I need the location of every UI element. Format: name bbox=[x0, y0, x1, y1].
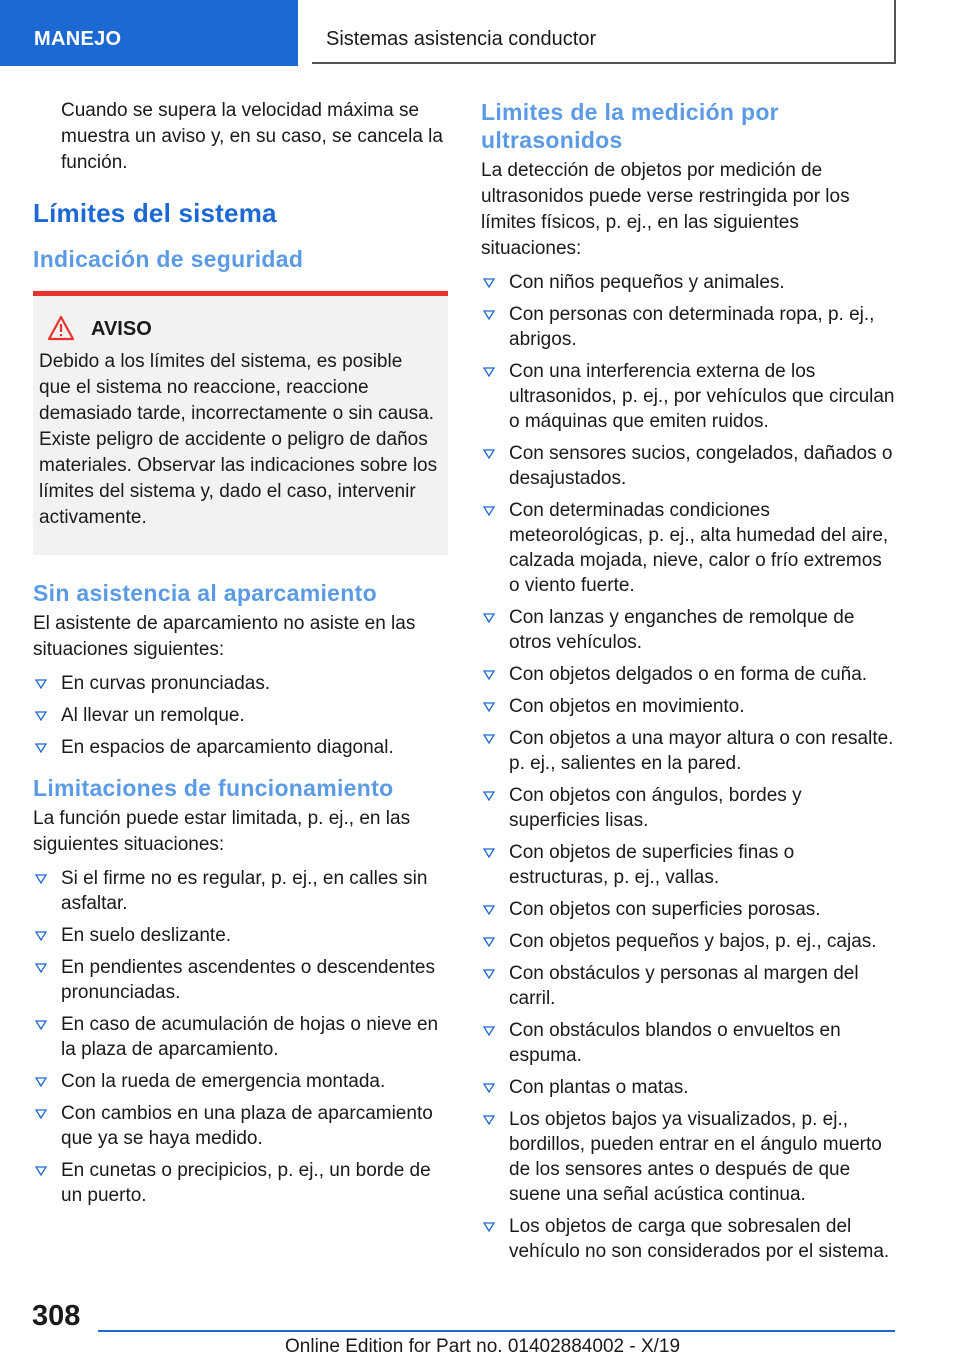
list-item: Con objetos con superficies porosas. bbox=[481, 897, 895, 922]
list-item: Con obstáculos blandos o envueltos en espuma. bbox=[481, 1018, 895, 1068]
footer-rule bbox=[98, 1330, 895, 1332]
chapter-title: Sistemas asistencia conductor bbox=[312, 0, 896, 64]
list-item: En suelo deslizante. bbox=[33, 923, 448, 948]
list-item: Con objetos con ángulos, bordes y superficies lisas. bbox=[481, 783, 895, 833]
list-item: Con objetos en movimiento. bbox=[481, 694, 895, 719]
intro-paragraph: Cuando se supera la velocidad máxima se muestra un aviso y, en su caso, se cancela la función. bbox=[61, 100, 443, 173]
list-item: En cunetas o precipicios, p. ej., un borde de un puerto. bbox=[33, 1158, 448, 1208]
triangle-bullet-icon bbox=[35, 1020, 47, 1030]
list-item: Los objetos bajos ya visualizados, p. ej., bordillos, pueden entrar en el ángulo muerto de los sensores antes o después de que suene una señal acústica continua. bbox=[481, 1107, 895, 1207]
section-tab: MANEJO bbox=[0, 0, 298, 66]
warning-triangle-icon bbox=[47, 315, 75, 341]
footer-edition: Online Edition for Part no. 01402884002 - X/19 bbox=[285, 1336, 681, 1357]
triangle-bullet-icon bbox=[35, 679, 47, 689]
list-item: Con sensores sucios, congelados, dañados o desajustados. bbox=[481, 441, 895, 491]
list-item: Con personas con determinada ropa, p. ej., abrigos. bbox=[481, 302, 895, 352]
triangle-bullet-icon bbox=[483, 278, 495, 288]
triangle-bullet-icon bbox=[483, 791, 495, 801]
list-item: En pendientes ascendentes o descendentes pronunciadas. bbox=[33, 955, 448, 1005]
triangle-bullet-icon bbox=[483, 937, 495, 947]
warning-box bbox=[33, 291, 448, 555]
list-item: Los objetos de carga que sobresalen del vehículo no son considerados por el sistema. bbox=[481, 1214, 895, 1264]
ultrasonic-list bbox=[481, 270, 895, 1264]
triangle-bullet-icon bbox=[35, 1109, 47, 1119]
no-assist-list bbox=[33, 671, 448, 760]
list-item: Con determinadas condiciones meteorológicas, p. ej., alta humedad del aire, calzada mojada, nieve, calor o frío extremos o viento fuerte. bbox=[481, 498, 895, 598]
list-item: Con obstáculos y personas al margen del carril. bbox=[481, 961, 895, 1011]
ultrasonic-title: Limites de la medición por ultrasonidos bbox=[481, 99, 779, 153]
triangle-bullet-icon bbox=[483, 702, 495, 712]
triangle-bullet-icon bbox=[483, 969, 495, 979]
warning-heading bbox=[39, 318, 438, 341]
triangle-bullet-icon bbox=[483, 367, 495, 377]
triangle-bullet-icon bbox=[35, 931, 47, 941]
triangle-bullet-icon bbox=[483, 670, 495, 680]
no-assist-title: Sin asistencia al aparcamiento bbox=[33, 580, 377, 606]
triangle-bullet-icon bbox=[483, 310, 495, 320]
triangle-bullet-icon bbox=[35, 874, 47, 884]
list-item: En caso de acumulación de hojas o nieve en la plaza de aparcamiento. bbox=[33, 1012, 448, 1062]
list-item: Con objetos pequeños y bajos, p. ej., cajas. bbox=[481, 929, 895, 954]
list-item: En espacios de aparcamiento diagonal. bbox=[33, 735, 448, 760]
page-header bbox=[0, 0, 960, 66]
warning-label: AVISO bbox=[91, 318, 152, 340]
ultrasonic-intro: La detección de objetos por medición de ultrasonidos puede verse restringida por los límites físicos, p. ej., en las siguientes situaciones: bbox=[481, 160, 850, 259]
warning-text: Debido a los límites del sistema, es posible que el sistema no reaccione, reaccione demasiado tarde, incorrectamente o sin causa. Existe peligro de accidente o peligro de daños materiales. Observar las indicaciones sobre los límites del sistema y, dado el caso, intervenir activamente. bbox=[39, 351, 438, 528]
limitations-title: Limitaciones de funcionamiento bbox=[33, 775, 394, 801]
triangle-bullet-icon bbox=[483, 1115, 495, 1125]
list-item: Con plantas o matas. bbox=[481, 1075, 895, 1100]
list-item: Con objetos de superficies finas o estructuras, p. ej., vallas. bbox=[481, 840, 895, 890]
triangle-bullet-icon bbox=[35, 1166, 47, 1176]
no-assist-intro: El asistente de aparcamiento no asiste en las situaciones siguientes: bbox=[33, 613, 416, 660]
triangle-bullet-icon bbox=[483, 613, 495, 623]
list-item: Con niños pequeños y animales. bbox=[481, 270, 895, 295]
list-item: En curvas pronunciadas. bbox=[33, 671, 448, 696]
left-column bbox=[33, 98, 448, 1222]
page-number: 308 bbox=[32, 1300, 81, 1332]
list-item: Con cambios en una plaza de aparcamiento que ya se haya medido. bbox=[33, 1101, 448, 1151]
triangle-bullet-icon bbox=[483, 848, 495, 858]
limitations-intro: La función puede estar limitada, p. ej., en las siguientes situaciones: bbox=[33, 808, 411, 855]
list-item: Si el firme no es regular, p. ej., en calles sin asfaltar. bbox=[33, 866, 448, 916]
triangle-bullet-icon bbox=[35, 743, 47, 753]
triangle-bullet-icon bbox=[483, 734, 495, 744]
list-item: Con lanzas y enganches de remolque de otros vehículos. bbox=[481, 605, 895, 655]
list-item: Al llevar un remolque. bbox=[33, 703, 448, 728]
triangle-bullet-icon bbox=[35, 711, 47, 721]
triangle-bullet-icon bbox=[483, 449, 495, 459]
triangle-bullet-icon bbox=[483, 1222, 495, 1232]
list-item: Con la rueda de emergencia montada. bbox=[33, 1069, 448, 1094]
section-title: Límites del sistema bbox=[33, 198, 277, 228]
list-item: Con objetos a una mayor altura o con resalte. p. ej., salientes en la pared. bbox=[481, 726, 895, 776]
triangle-bullet-icon bbox=[483, 506, 495, 516]
safety-title: Indicación de seguridad bbox=[33, 246, 304, 272]
triangle-bullet-icon bbox=[483, 1026, 495, 1036]
triangle-bullet-icon bbox=[35, 963, 47, 973]
right-column bbox=[481, 98, 895, 1278]
list-item: Con una interferencia externa de los ultrasonidos, p. ej., por vehículos que circulan o máquinas que emiten ruidos. bbox=[481, 359, 895, 434]
triangle-bullet-icon bbox=[35, 1077, 47, 1087]
triangle-bullet-icon bbox=[483, 905, 495, 915]
limitations-list bbox=[33, 866, 448, 1208]
triangle-bullet-icon bbox=[483, 1083, 495, 1093]
list-item: Con objetos delgados o en forma de cuña. bbox=[481, 662, 895, 687]
